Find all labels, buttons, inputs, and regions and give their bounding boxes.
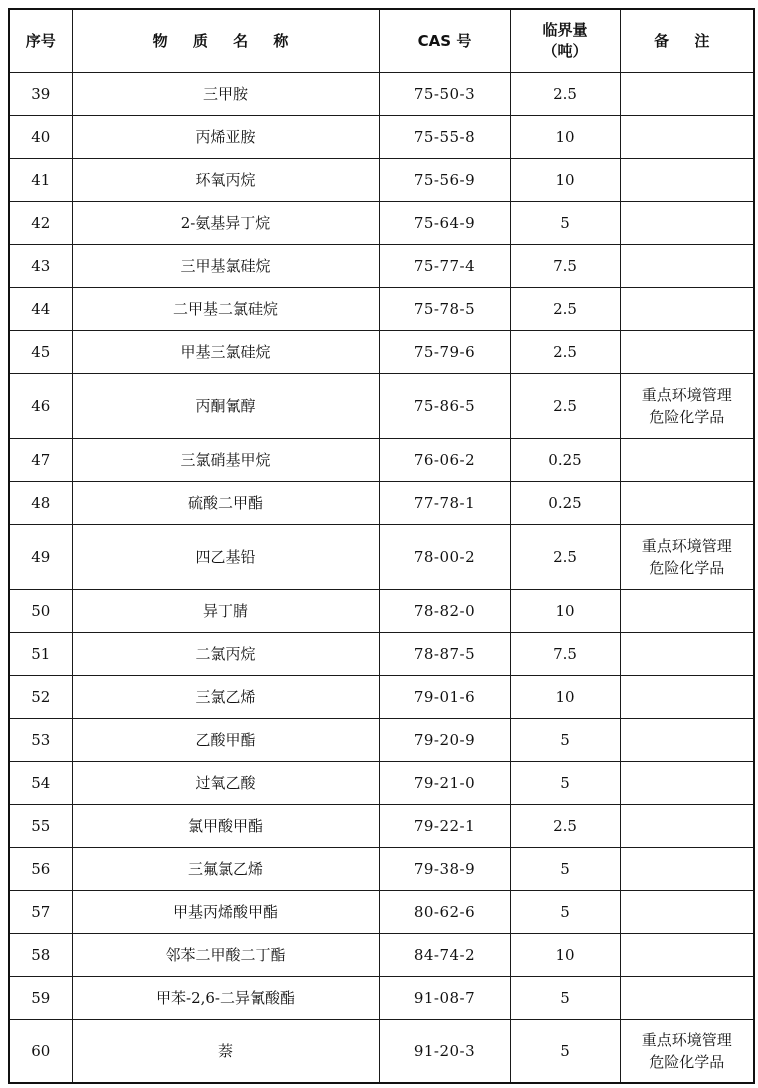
- cell-cas-number: 75-64-9: [379, 202, 510, 245]
- cell-threshold-quantity: 10: [510, 934, 620, 977]
- cell-threshold-quantity: 10: [510, 159, 620, 202]
- cell-threshold-quantity: 5: [510, 202, 620, 245]
- table-row: [9, 331, 754, 374]
- cell-cas-number: 79-22-1: [379, 805, 510, 848]
- cell-cas-number: 78-82-0: [379, 590, 510, 633]
- cell-cas-number: 75-77-4: [379, 245, 510, 288]
- table-row: [9, 805, 754, 848]
- table-row: [9, 73, 754, 116]
- cell-substance-name: 萘: [72, 1020, 379, 1084]
- cell-substance-name: 过氧乙酸: [72, 762, 379, 805]
- cell-remark: [620, 202, 754, 245]
- cell-cas-number: 91-20-3: [379, 1020, 510, 1084]
- cell-cas-number: 75-78-5: [379, 288, 510, 331]
- cell-index: 58: [9, 934, 72, 977]
- cell-substance-name: 二氯丙烷: [72, 633, 379, 676]
- cell-threshold-quantity: 5: [510, 762, 620, 805]
- cell-threshold-quantity: 5: [510, 891, 620, 934]
- cell-index: 42: [9, 202, 72, 245]
- cell-substance-name: 甲基丙烯酸甲酯: [72, 891, 379, 934]
- table-row: [9, 891, 754, 934]
- header-cas: CAS 号: [379, 9, 510, 73]
- cell-threshold-quantity: 2.5: [510, 331, 620, 374]
- cell-cas-number: 79-01-6: [379, 676, 510, 719]
- table-row: [9, 245, 754, 288]
- hazardous-substances-table: [8, 8, 755, 1084]
- cell-remark: [620, 891, 754, 934]
- cell-remark: [620, 805, 754, 848]
- cell-cas-number: 75-79-6: [379, 331, 510, 374]
- cell-threshold-quantity: 5: [510, 848, 620, 891]
- table-row: [9, 977, 754, 1020]
- cell-remark: [620, 848, 754, 891]
- cell-cas-number: 91-08-7: [379, 977, 510, 1020]
- cell-threshold-quantity: 2.5: [510, 525, 620, 590]
- table-row: [9, 288, 754, 331]
- cell-threshold-quantity: 10: [510, 590, 620, 633]
- cell-index: 44: [9, 288, 72, 331]
- cell-index: 54: [9, 762, 72, 805]
- cell-substance-name: 硫酸二甲酯: [72, 482, 379, 525]
- cell-substance-name: 三氯硝基甲烷: [72, 439, 379, 482]
- cell-threshold-quantity: 0.25: [510, 439, 620, 482]
- cell-threshold-quantity: 0.25: [510, 482, 620, 525]
- table-row: [9, 934, 754, 977]
- cell-substance-name: 甲基三氯硅烷: [72, 331, 379, 374]
- cell-cas-number: 75-50-3: [379, 73, 510, 116]
- table-row: [9, 159, 754, 202]
- cell-index: 52: [9, 676, 72, 719]
- cell-remark: [620, 331, 754, 374]
- table-row: [9, 719, 754, 762]
- cell-substance-name: 甲苯-2,6-二异氰酸酯: [72, 977, 379, 1020]
- cell-index: 59: [9, 977, 72, 1020]
- cell-cas-number: 84-74-2: [379, 934, 510, 977]
- cell-remark: 重点环境管理 危险化学品: [620, 525, 754, 590]
- cell-substance-name: 异丁腈: [72, 590, 379, 633]
- cell-index: 60: [9, 1020, 72, 1084]
- header-remark: 备 注: [620, 9, 754, 73]
- table-row: [9, 762, 754, 805]
- cell-index: 48: [9, 482, 72, 525]
- header-substance-name: 物 质 名 称: [72, 9, 379, 73]
- cell-substance-name: 环氧丙烷: [72, 159, 379, 202]
- cell-threshold-quantity: 2.5: [510, 73, 620, 116]
- cell-substance-name: 丙烯亚胺: [72, 116, 379, 159]
- cell-threshold-quantity: 2.5: [510, 805, 620, 848]
- table-row: [9, 439, 754, 482]
- cell-index: 55: [9, 805, 72, 848]
- cell-cas-number: 75-55-8: [379, 116, 510, 159]
- cell-remark: [620, 977, 754, 1020]
- header-index: 序号: [9, 9, 72, 73]
- cell-cas-number: 76-06-2: [379, 439, 510, 482]
- cell-substance-name: 三氟氯乙烯: [72, 848, 379, 891]
- cell-remark: 重点环境管理 危险化学品: [620, 1020, 754, 1084]
- cell-remark: [620, 245, 754, 288]
- cell-substance-name: 三甲胺: [72, 73, 379, 116]
- cell-substance-name: 乙酸甲酯: [72, 719, 379, 762]
- cell-cas-number: 75-56-9: [379, 159, 510, 202]
- cell-remark: [620, 762, 754, 805]
- cell-remark: [620, 116, 754, 159]
- table-row: [9, 482, 754, 525]
- cell-index: 49: [9, 525, 72, 590]
- cell-remark: 重点环境管理 危险化学品: [620, 374, 754, 439]
- cell-cas-number: 75-86-5: [379, 374, 510, 439]
- cell-index: 50: [9, 590, 72, 633]
- table-row: [9, 525, 754, 590]
- cell-cas-number: 77-78-1: [379, 482, 510, 525]
- cell-remark: [620, 482, 754, 525]
- cell-substance-name: 三甲基氯硅烷: [72, 245, 379, 288]
- cell-substance-name: 丙酮氰醇: [72, 374, 379, 439]
- cell-cas-number: 78-00-2: [379, 525, 510, 590]
- cell-substance-name: 2-氨基异丁烷: [72, 202, 379, 245]
- table-row: [9, 633, 754, 676]
- cell-cas-number: 78-87-5: [379, 633, 510, 676]
- cell-threshold-quantity: 5: [510, 719, 620, 762]
- cell-index: 46: [9, 374, 72, 439]
- cell-remark: [620, 676, 754, 719]
- cell-substance-name: 氯甲酸甲酯: [72, 805, 379, 848]
- cell-remark: [620, 439, 754, 482]
- cell-remark: [620, 159, 754, 202]
- cell-remark: [620, 934, 754, 977]
- cell-cas-number: 79-21-0: [379, 762, 510, 805]
- header-threshold: [510, 9, 620, 73]
- cell-threshold-quantity: 2.5: [510, 374, 620, 439]
- cell-remark: [620, 590, 754, 633]
- cell-cas-number: 80-62-6: [379, 891, 510, 934]
- cell-substance-name: 邻苯二甲酸二丁酯: [72, 934, 379, 977]
- cell-index: 43: [9, 245, 72, 288]
- cell-cas-number: 79-20-9: [379, 719, 510, 762]
- cell-index: 56: [9, 848, 72, 891]
- table-row: [9, 1020, 754, 1084]
- cell-substance-name: 二甲基二氯硅烷: [72, 288, 379, 331]
- cell-threshold-quantity: 7.5: [510, 245, 620, 288]
- cell-threshold-quantity: 5: [510, 1020, 620, 1084]
- table-row: [9, 202, 754, 245]
- cell-cas-number: 79-38-9: [379, 848, 510, 891]
- cell-index: 51: [9, 633, 72, 676]
- table-row: [9, 676, 754, 719]
- cell-threshold-quantity: 5: [510, 977, 620, 1020]
- table-row: [9, 374, 754, 439]
- cell-threshold-quantity: 10: [510, 116, 620, 159]
- cell-remark: [620, 73, 754, 116]
- cell-index: 47: [9, 439, 72, 482]
- cell-remark: [620, 288, 754, 331]
- header-threshold-label: 临界量: [542, 21, 588, 39]
- cell-remark: [620, 719, 754, 762]
- cell-index: 45: [9, 331, 72, 374]
- cell-index: 40: [9, 116, 72, 159]
- header-row: [9, 9, 754, 73]
- header-threshold-unit: （吨）: [542, 42, 588, 60]
- cell-threshold-quantity: 2.5: [510, 288, 620, 331]
- table-body: [9, 73, 754, 1084]
- table-row: [9, 848, 754, 891]
- cell-index: 39: [9, 73, 72, 116]
- cell-index: 57: [9, 891, 72, 934]
- cell-substance-name: 四乙基铅: [72, 525, 379, 590]
- table-row: [9, 116, 754, 159]
- cell-threshold-quantity: 10: [510, 676, 620, 719]
- cell-index: 53: [9, 719, 72, 762]
- cell-threshold-quantity: 7.5: [510, 633, 620, 676]
- cell-substance-name: 三氯乙烯: [72, 676, 379, 719]
- table-row: [9, 590, 754, 633]
- cell-remark: [620, 633, 754, 676]
- cell-index: 41: [9, 159, 72, 202]
